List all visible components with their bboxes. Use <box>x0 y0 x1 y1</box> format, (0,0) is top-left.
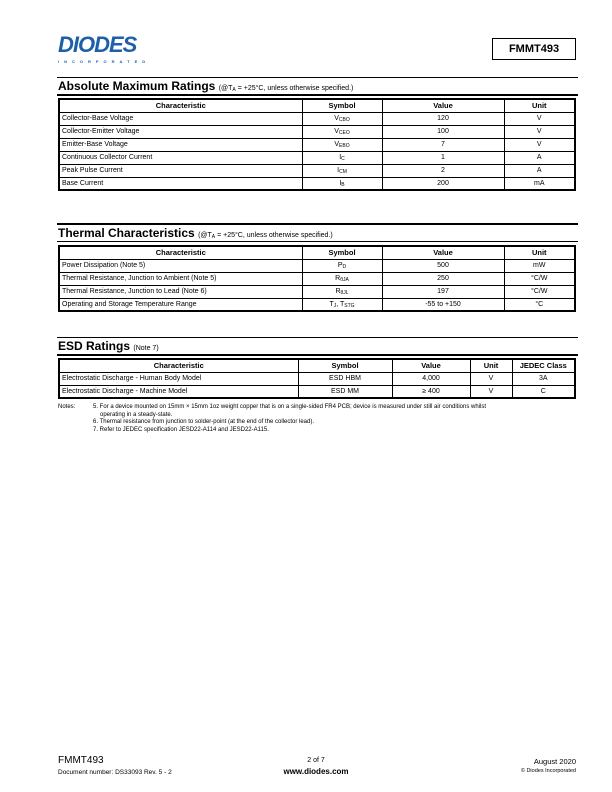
symbol-part: R <box>335 288 341 295</box>
table-row <box>59 385 575 398</box>
divider <box>57 241 578 242</box>
value-cell: 200 <box>382 177 504 190</box>
logo-subtext: INCORPORATED <box>58 59 151 64</box>
section-title-esd: ESD Ratings (Note 7) <box>58 339 159 353</box>
col-header: Unit <box>470 359 512 372</box>
value-cell: 500 <box>382 259 504 272</box>
symbol-part: CBO <box>338 117 350 123</box>
footer-copyright: © Diodes Incorporated <box>520 768 576 774</box>
value-cell: 4,000 <box>392 372 470 385</box>
table-row <box>59 164 575 177</box>
thermal-table <box>58 245 576 312</box>
characteristic-cell: Continuous Collector Current <box>59 151 302 164</box>
symbol-part: CM <box>339 169 347 175</box>
symbol-cell <box>302 298 382 311</box>
symbol-cell <box>302 259 382 272</box>
table-row <box>59 151 575 164</box>
unit-cell: V <box>470 372 512 385</box>
symbol-part: CEO <box>338 130 350 136</box>
notes-label: Notes: <box>58 404 76 410</box>
footer-page: 2 of 7 <box>307 757 325 764</box>
symbol-part: θJL <box>340 290 349 296</box>
symbol-part: I <box>337 167 340 174</box>
unit-cell: V <box>504 125 575 138</box>
symbol-part: P <box>337 262 343 269</box>
symbol-cell: ESD HBM <box>298 372 392 385</box>
logo-text: DIODES <box>58 32 137 57</box>
symbol-cell <box>302 164 382 177</box>
value-cell: 2 <box>382 164 504 177</box>
col-header: Symbol <box>302 99 382 112</box>
value-cell: 7 <box>382 138 504 151</box>
symbol-cell <box>302 112 382 125</box>
col-header: Characteristic <box>59 99 302 112</box>
col-header: Characteristic <box>59 246 302 259</box>
divider <box>57 223 578 225</box>
diodes-logo <box>58 32 168 66</box>
note-5: 5. For a device mounted on 15mm × 15mm 1oz weight copper that is on a single-sided FR4 PCB; device is measured under still air conditions whilst <box>93 404 487 410</box>
symbol-part: θJA <box>340 277 349 283</box>
symbol-part: I <box>339 179 342 187</box>
value-cell: 197 <box>382 285 504 298</box>
divider <box>57 354 578 356</box>
unit-cell: °C/W <box>504 272 575 285</box>
unit-cell: V <box>470 385 512 398</box>
symbol-cell <box>302 177 382 190</box>
symbol-cell <box>302 151 382 164</box>
characteristic-cell: Power Dissipation (Note 5) <box>59 259 302 272</box>
col-header: Value <box>382 246 504 259</box>
value-cell: -55 to +150 <box>382 298 504 311</box>
symbol-part: I <box>339 154 342 161</box>
value-cell: 120 <box>382 112 504 125</box>
unit-cell: A <box>504 164 575 177</box>
characteristic-cell: Emitter-Base Voltage <box>59 138 302 151</box>
symbol-cell <box>302 272 382 285</box>
symbol-cell: ESD MM <box>298 385 392 398</box>
symbol-part: C <box>341 156 345 162</box>
col-header: Symbol <box>298 359 392 372</box>
col-header: Value <box>382 99 504 112</box>
symbol-part: B <box>341 181 345 188</box>
symbol-part: J <box>333 302 337 309</box>
value-cell: 1 <box>382 151 504 164</box>
value-cell: 100 <box>382 125 504 138</box>
unit-cell: °C <box>504 298 575 311</box>
footer-docnum: Document number: DS33093 Rev. 5 - 2 <box>58 769 172 776</box>
characteristic-cell: Electrostatic Discharge - Machine Model <box>59 385 298 398</box>
table-row <box>59 259 575 272</box>
table-row <box>59 285 575 298</box>
symbol-part: D <box>342 264 347 270</box>
col-header: JEDEC Class <box>512 359 575 372</box>
unit-cell: mW <box>504 259 575 272</box>
divider <box>57 94 578 96</box>
section-title-thermal: Thermal Characteristics ($@T_A = +25^\circ C$, unless otherwise specified.) <box>58 226 333 240</box>
absolute-max-table <box>58 98 576 191</box>
table-row <box>59 138 575 151</box>
note-6: 6. Thermal resistance from junction to solder-point (at the end of the collector lead). <box>93 419 315 426</box>
unit-cell: °C/W <box>504 285 575 298</box>
symbol-part: EBO <box>339 143 350 149</box>
col-header: Unit <box>504 99 575 112</box>
symbol-part: R <box>335 275 341 282</box>
characteristic-cell: Electrostatic Discharge - Human Body Model <box>59 372 298 385</box>
unit-cell: A <box>504 151 575 164</box>
symbol-cell <box>302 285 382 298</box>
characteristic-cell: Collector-Base Voltage <box>59 112 302 125</box>
jedec-cell: 3A <box>512 372 575 385</box>
characteristic-cell: Peak Pulse Current <box>59 164 302 177</box>
table-row <box>59 298 575 311</box>
esd-table <box>58 358 576 399</box>
table-row <box>59 372 575 385</box>
symbol-cell <box>302 138 382 151</box>
col-header: Unit <box>504 246 575 259</box>
col-header: Symbol <box>302 246 382 259</box>
notes <box>58 404 583 434</box>
col-header: Characteristic <box>59 359 298 372</box>
table-row <box>59 272 575 285</box>
unit-cell: V <box>504 138 575 151</box>
divider <box>57 337 578 338</box>
value-cell: ≥ 400 <box>392 385 470 398</box>
divider <box>57 77 578 78</box>
note-5-cont: operating in a steady-state. <box>100 411 173 418</box>
characteristic-cell: Collector-Emitter Voltage <box>59 125 302 138</box>
symbol-part: V <box>334 141 340 148</box>
footer-part: FMMT493 <box>58 755 104 766</box>
value-cell: 250 <box>382 272 504 285</box>
col-header: Value <box>392 359 470 372</box>
symbol-cell <box>302 125 382 138</box>
note-7: 7. Refer to JEDEC specification JESD22-A114 and JESD22-A115. <box>93 426 269 433</box>
section-title-absolute-max: Absolute Maximum Ratings ($@T_A = +25^\circ C$, unless otherwise specified.) <box>58 79 354 93</box>
unit-cell: V <box>504 112 575 125</box>
characteristic-cell: Thermal Resistance, Junction to Ambient (Note 5) <box>59 272 302 285</box>
symbol-part: V <box>334 128 339 135</box>
characteristic-cell: Base Current <box>59 177 302 190</box>
jedec-cell: C <box>512 385 575 398</box>
characteristic-cell: Thermal Resistance, Junction to Lead (Note 6) <box>59 285 302 298</box>
footer-url[interactable]: www.diodes.com <box>283 767 349 776</box>
part-number-box: FMMT493 <box>492 38 576 60</box>
symbol-part: T <box>329 300 334 308</box>
table-row <box>59 125 575 138</box>
symbol-part: , T <box>336 300 345 308</box>
unit-cell: mA <box>504 177 575 190</box>
table-row <box>59 177 575 190</box>
symbol-part: STG <box>344 302 355 309</box>
symbol-part: V <box>334 115 339 122</box>
table-row <box>59 112 575 125</box>
footer-date: August 2020 <box>533 757 576 766</box>
characteristic-cell: Operating and Storage Temperature Range <box>59 298 302 311</box>
